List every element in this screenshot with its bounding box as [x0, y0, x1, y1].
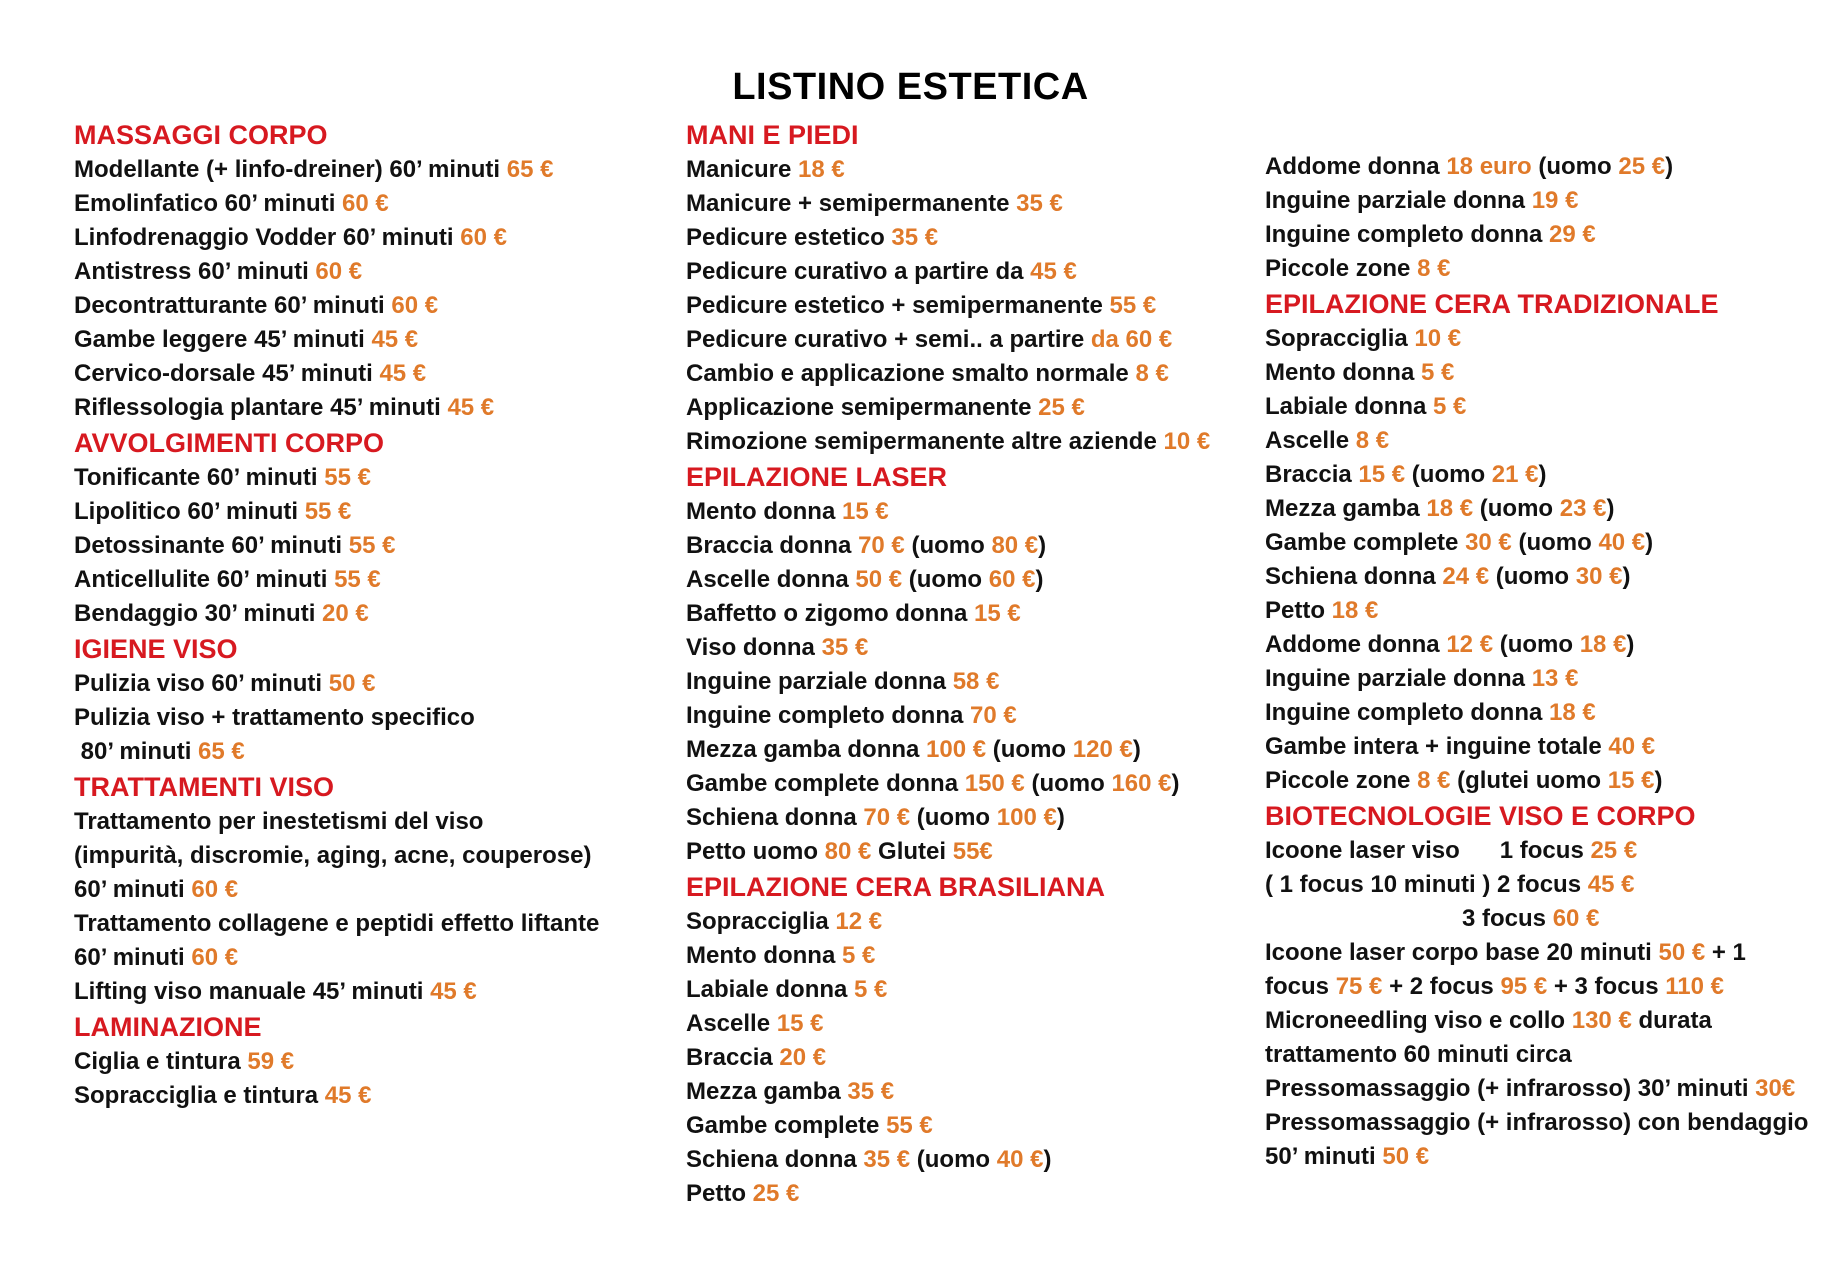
section-heading: LAMINAZIONE — [74, 1012, 262, 1042]
item-text: Petto — [1265, 597, 1332, 624]
item-text: Mento donna — [1265, 359, 1421, 386]
price-list-item — [686, 1075, 1246, 1109]
price-value: 30€ — [1755, 1075, 1796, 1102]
section-heading: AVVOLGIMENTI CORPO — [74, 428, 385, 458]
price-value: 12 € — [835, 908, 883, 935]
item-text: (impurità, discromie, aging, acne, couperose) — [74, 842, 592, 869]
price-list-item — [686, 1041, 1246, 1075]
item-text: Decontratturante 60’ minuti — [74, 292, 392, 319]
price-list-item — [74, 323, 634, 357]
item-text: Mezza gamba — [686, 1078, 848, 1105]
price-list-item — [74, 839, 634, 873]
price-list-item — [1265, 936, 1810, 970]
item-text: Schiena donna — [1265, 563, 1443, 590]
item-text: Pulizia viso 60’ minuti — [74, 670, 329, 697]
item-text: Icoone laser corpo base 20 minuti — [1265, 939, 1659, 966]
section-heading: BIOTECNOLOGIE VISO E CORPO — [1265, 801, 1696, 831]
price-value: 60 € — [191, 944, 239, 971]
item-text: ) — [1654, 767, 1663, 794]
price-list-item — [1265, 730, 1810, 764]
item-text: Inguine parziale donna — [1265, 665, 1532, 692]
price-value: 35 € — [863, 1146, 911, 1173]
price-value: 60 € — [1552, 905, 1600, 932]
price-value: 45 € — [379, 360, 427, 387]
price-value: 50 € — [1382, 1143, 1430, 1170]
price-value: 25 € — [752, 1180, 800, 1207]
item-text: 50’ minuti — [1265, 1143, 1383, 1170]
price-list-item — [74, 529, 634, 563]
price-list-item — [686, 801, 1246, 835]
price-list-item — [1265, 458, 1810, 492]
price-list-item — [74, 289, 634, 323]
item-text: Gambe complete — [1265, 529, 1466, 556]
price-list-item — [74, 1045, 634, 1079]
price-list-item — [74, 357, 634, 391]
price-list-item — [686, 357, 1246, 391]
price-value: 60 € — [191, 876, 239, 903]
price-value: 25 € — [1038, 394, 1085, 421]
price-list-item — [74, 701, 634, 735]
price-list-item — [686, 323, 1246, 357]
item-text: ) — [1056, 804, 1065, 831]
price-list-item — [686, 563, 1246, 597]
price-list-item — [74, 255, 634, 289]
price-value: 59 € — [247, 1048, 295, 1075]
item-text: (uomo — [1489, 563, 1576, 590]
price-value: 40 € — [1608, 733, 1656, 760]
price-value: 19 € — [1531, 187, 1579, 214]
price-list-item — [686, 1143, 1246, 1177]
column-spacer — [1265, 117, 1810, 150]
item-text: (uomo — [1405, 461, 1492, 488]
price-value: 55 € — [304, 498, 352, 525]
price-list-item — [686, 221, 1246, 255]
item-text: Glutei — [871, 838, 953, 865]
item-text: Petto uomo — [686, 838, 825, 865]
price-list-item — [74, 597, 634, 631]
price-value: 50 € — [328, 670, 376, 697]
item-text: Tonificante 60’ minuti — [74, 464, 325, 491]
item-text: Braccia — [1265, 461, 1359, 488]
price-list-item — [686, 289, 1246, 323]
price-list-item — [686, 425, 1246, 459]
item-text: Emolinfatico 60’ minuti — [74, 190, 343, 217]
item-text: Icoone laser viso 1 focus — [1265, 837, 1591, 864]
price-value: 65 € — [506, 156, 554, 183]
item-text: Ascelle donna — [686, 566, 856, 593]
item-text: ) — [1665, 153, 1674, 180]
price-value: da 60 € — [1090, 326, 1173, 353]
price-list-item — [686, 699, 1246, 733]
price-list-item — [74, 907, 634, 941]
price-value: 15 € — [776, 1010, 824, 1037]
price-value: 58 € — [952, 668, 1000, 695]
item-text: Gambe complete donna — [686, 770, 965, 797]
price-value: 55 € — [348, 532, 396, 559]
item-text: Labiale donna — [686, 976, 855, 1003]
item-text: Braccia donna — [686, 532, 859, 559]
price-list-item — [1265, 764, 1810, 798]
price-value: 29 € — [1549, 221, 1596, 248]
item-text: Pedicure estetico — [686, 224, 892, 251]
item-text: Inguine completo donna — [686, 702, 970, 729]
item-text: Viso donna — [686, 634, 822, 661]
price-value: 80 € — [991, 532, 1039, 559]
price-list-item — [74, 221, 634, 255]
price-list-item — [686, 767, 1246, 801]
price-value: 35 € — [821, 634, 869, 661]
price-value: 40 € — [996, 1146, 1044, 1173]
price-value: 45 € — [324, 1082, 372, 1109]
item-text: Riflessologia plantare 45’ minuti — [74, 394, 448, 421]
price-list-item — [1265, 628, 1810, 662]
price-value: 45 € — [430, 978, 477, 1005]
price-value: 30 € — [1575, 563, 1623, 590]
price-value: 35 € — [1016, 190, 1063, 217]
price-value: 70 € — [970, 702, 1017, 729]
item-text: Inguine completo donna — [1265, 221, 1549, 248]
price-value: 15 € — [841, 498, 889, 525]
item-text: Ascelle — [686, 1010, 777, 1037]
price-value: 60 € — [315, 258, 363, 285]
item-text: Piccole zone — [1265, 255, 1418, 282]
item-text: Sopracciglia e tintura — [74, 1082, 325, 1109]
item-text: Braccia — [686, 1044, 780, 1071]
price-list-item — [686, 1109, 1246, 1143]
price-value: 55 € — [334, 566, 381, 593]
price-list-item — [686, 835, 1246, 869]
item-text: 60’ minuti — [74, 944, 192, 971]
price-value: 10 € — [1414, 325, 1462, 352]
price-list-item — [686, 1177, 1246, 1211]
price-list-item — [1265, 1106, 1810, 1140]
item-text: Modellante (+ linfo-dreiner) 60’ minuti — [74, 156, 507, 183]
price-value: 8 € — [1355, 427, 1390, 454]
price-value: 70 € — [858, 532, 905, 559]
item-text: ) — [1538, 461, 1547, 488]
price-value: 25 € — [1590, 837, 1638, 864]
price-list-item — [686, 153, 1246, 187]
price-value: 65 € — [198, 738, 245, 765]
price-value: 18 euro — [1446, 153, 1532, 180]
item-text: Ascelle — [1265, 427, 1356, 454]
price-value: 100 € — [926, 736, 987, 763]
item-text: Sopracciglia — [686, 908, 836, 935]
item-text: ) — [1043, 1146, 1052, 1173]
item-text: Manicure + semipermanente — [686, 190, 1017, 217]
price-value: 35 € — [891, 224, 939, 251]
item-text: (glutei uomo — [1450, 767, 1608, 794]
price-value: 35 € — [847, 1078, 895, 1105]
item-text: Ciglia e tintura — [74, 1048, 248, 1075]
item-text: Gambe intera + inguine totale — [1265, 733, 1609, 760]
price-list-item — [74, 187, 634, 221]
item-text: trattamento 60 minuti circa — [1265, 1041, 1572, 1068]
item-text: focus — [1265, 973, 1336, 1000]
item-text: ( 1 focus 10 minuti ) 2 focus — [1265, 871, 1588, 898]
price-value: 55€ — [952, 838, 993, 865]
item-text: Bendaggio 30’ minuti — [74, 600, 323, 627]
price-list-item — [1265, 902, 1810, 936]
item-text: + 2 focus — [1382, 973, 1501, 1000]
price-value: 5 € — [854, 976, 888, 1003]
item-text: Labiale donna — [1265, 393, 1434, 420]
item-text: ) — [1035, 566, 1044, 593]
price-value: 120 € — [1072, 736, 1133, 763]
item-text: Inguine completo donna — [1265, 699, 1549, 726]
item-text: Addome donna — [1265, 631, 1447, 658]
price-list-item — [1265, 594, 1810, 628]
price-value: 15 € — [973, 600, 1021, 627]
item-text: (uomo — [1493, 631, 1580, 658]
price-list-item — [1265, 184, 1810, 218]
price-list-item — [686, 665, 1246, 699]
price-value: 130 € — [1571, 1007, 1632, 1034]
price-value: 40 € — [1598, 529, 1646, 556]
section-heading: MASSAGGI CORPO — [74, 120, 328, 150]
price-list-item — [1265, 1004, 1810, 1038]
price-list-item — [1265, 492, 1810, 526]
price-value: 20 € — [779, 1044, 827, 1071]
price-value: 18 € — [1426, 495, 1474, 522]
item-text: Petto — [686, 1180, 753, 1207]
price-list-item — [686, 495, 1246, 529]
item-text: (uomo — [904, 532, 992, 559]
item-text: Microneedling viso e collo — [1265, 1007, 1572, 1034]
price-value: 30 € — [1465, 529, 1512, 556]
price-value: 50 € — [1658, 939, 1706, 966]
price-value: 60 € — [391, 292, 439, 319]
price-list-item — [1265, 560, 1810, 594]
price-list-item — [686, 905, 1246, 939]
price-list-item — [1265, 424, 1810, 458]
price-list-item — [686, 973, 1246, 1007]
price-list-item — [74, 667, 634, 701]
price-column-1 — [74, 117, 634, 1113]
item-text: Pedicure curativo a partire da — [686, 258, 1031, 285]
item-text: (uomo — [902, 566, 989, 593]
price-list-item — [1265, 1072, 1810, 1106]
price-list-item — [686, 529, 1246, 563]
price-list-item — [74, 391, 634, 425]
price-value: 95 € — [1500, 973, 1548, 1000]
item-text: Mezza gamba donna — [686, 736, 927, 763]
price-value: 5 € — [1420, 359, 1455, 386]
price-list-item — [1265, 662, 1810, 696]
price-list-item — [74, 873, 634, 907]
price-value: 15 € — [1607, 767, 1655, 794]
item-text: Trattamento collagene e peptidi effetto liftante — [74, 910, 600, 937]
price-value: 8 € — [1135, 360, 1169, 387]
item-text: (uomo — [1531, 153, 1619, 180]
price-list-item — [686, 187, 1246, 221]
item-text: (uomo — [1473, 495, 1560, 522]
price-list-item — [1265, 390, 1810, 424]
price-list-item — [1265, 526, 1810, 560]
price-value: 23 € — [1559, 495, 1607, 522]
price-list-item — [686, 733, 1246, 767]
item-text: Mezza gamba — [1265, 495, 1427, 522]
item-text: Addome donna — [1265, 153, 1447, 180]
price-list-item — [74, 495, 634, 529]
price-value: 60 € — [342, 190, 389, 217]
price-value: 18 € — [1579, 631, 1627, 658]
item-text: Mento donna — [686, 942, 842, 969]
section-heading: IGIENE VISO — [74, 634, 238, 664]
item-text: (uomo — [1511, 529, 1599, 556]
price-list-item — [74, 1079, 634, 1113]
item-text: 3 focus — [1462, 905, 1553, 932]
price-value: 110 € — [1665, 973, 1724, 1000]
item-text: ) — [1038, 532, 1047, 559]
price-list-item — [1265, 322, 1810, 356]
price-value: 60 € — [460, 224, 507, 251]
price-list-item — [1265, 150, 1810, 184]
price-list-item — [1265, 356, 1810, 390]
item-text: Schiena donna — [686, 804, 864, 831]
price-value: 15 € — [1358, 461, 1406, 488]
price-value: 5 € — [841, 942, 876, 969]
price-value: 150 € — [964, 770, 1025, 797]
item-text: Mento donna — [686, 498, 842, 525]
item-text: + 3 focus — [1547, 973, 1666, 1000]
price-list-item — [1265, 1038, 1810, 1072]
item-text: 80’ minuti — [74, 738, 199, 765]
price-column-2 — [686, 117, 1246, 1211]
price-value: 55 € — [1109, 292, 1157, 319]
price-value: 80 € — [824, 838, 872, 865]
price-value: 18 € — [1549, 699, 1596, 726]
price-list-item — [1265, 218, 1810, 252]
item-text: Trattamento per inestetismi del viso — [74, 808, 484, 835]
price-value: 100 € — [996, 804, 1057, 831]
item-text: Lipolitico 60’ minuti — [74, 498, 305, 525]
price-list-item — [686, 597, 1246, 631]
price-value: 75 € — [1335, 973, 1383, 1000]
price-value: 50 € — [855, 566, 903, 593]
section-heading: EPILAZIONE CERA TRADIZIONALE — [1265, 289, 1719, 319]
price-value: 24 € — [1442, 563, 1490, 590]
item-text: Sopracciglia — [1265, 325, 1415, 352]
item-text: Cervico-dorsale 45’ minuti — [74, 360, 380, 387]
price-value: 13 € — [1531, 665, 1579, 692]
price-value: 45 € — [371, 326, 419, 353]
price-value: 55 € — [886, 1112, 933, 1139]
item-text: Applicazione semipermanente — [686, 394, 1039, 421]
price-list-item — [1265, 252, 1810, 286]
item-text: Inguine parziale donna — [1265, 187, 1532, 214]
item-text: ) — [1626, 631, 1635, 658]
price-value: 10 € — [1163, 428, 1211, 455]
price-list-item — [686, 391, 1246, 425]
price-value: 45 € — [1030, 258, 1077, 285]
price-value: 20 € — [322, 600, 369, 627]
price-column-3 — [1265, 117, 1810, 1174]
item-text: Pedicure curativo + semi.. a partire — [686, 326, 1091, 353]
item-text: Inguine parziale donna — [686, 668, 953, 695]
price-list-item — [74, 805, 634, 839]
item-text: 60’ minuti — [74, 876, 192, 903]
price-list-item — [686, 939, 1246, 973]
item-text: (uomo — [910, 1146, 997, 1173]
item-text: Pressomassaggio (+ infrarosso) con bendaggio — [1265, 1109, 1809, 1136]
page-title: LISTINO ESTETICA — [732, 66, 1089, 108]
item-text: Anticellulite 60’ minuti — [74, 566, 335, 593]
price-list-item — [74, 975, 634, 1009]
item-text: ) — [1132, 736, 1141, 763]
item-text: ) — [1606, 495, 1615, 522]
item-text: ) — [1171, 770, 1180, 797]
item-text: Baffetto o zigomo donna — [686, 600, 974, 627]
price-value: 5 € — [1433, 393, 1467, 420]
item-text: Manicure — [686, 156, 799, 183]
price-value: 45 € — [447, 394, 495, 421]
item-text: Schiena donna — [686, 1146, 864, 1173]
section-heading: TRATTAMENTI VISO — [74, 772, 334, 802]
price-list-item — [74, 563, 634, 597]
price-value: 18 € — [798, 156, 845, 183]
price-value: 70 € — [863, 804, 911, 831]
item-text: Pedicure estetico + semipermanente — [686, 292, 1110, 319]
item-text: Cambio e applicazione smalto normale — [686, 360, 1136, 387]
item-text: ) — [1645, 529, 1654, 556]
item-text: (uomo — [1024, 770, 1112, 797]
item-text: Gambe complete — [686, 1112, 887, 1139]
price-list-item — [74, 153, 634, 187]
item-text: Detossinante 60’ minuti — [74, 532, 349, 559]
item-text: (uomo — [910, 804, 997, 831]
price-list-item — [74, 941, 634, 975]
item-text: durata — [1631, 1007, 1712, 1034]
price-value: 18 € — [1331, 597, 1379, 624]
price-list-item — [686, 631, 1246, 665]
price-list-item — [686, 255, 1246, 289]
item-text: ) — [1622, 563, 1631, 590]
price-value: 55 € — [324, 464, 371, 491]
item-text: Lifting viso manuale 45’ minuti — [74, 978, 431, 1005]
price-list-item — [686, 1007, 1246, 1041]
price-list-item — [74, 735, 634, 769]
section-heading: EPILAZIONE LASER — [686, 462, 948, 492]
item-text: Pulizia viso + trattamento specifico — [74, 704, 475, 731]
price-value: 8 € — [1417, 255, 1451, 282]
item-text: Gambe leggere 45’ minuti — [74, 326, 372, 353]
price-value: 12 € — [1446, 631, 1494, 658]
item-text: Piccole zone — [1265, 767, 1418, 794]
item-text: Antistress 60’ minuti — [74, 258, 316, 285]
item-text: (uomo — [986, 736, 1073, 763]
price-list-item — [1265, 834, 1810, 868]
section-heading: EPILAZIONE CERA BRASILIANA — [686, 872, 1106, 902]
price-list-item — [1265, 868, 1810, 902]
price-value: 25 € — [1618, 153, 1666, 180]
price-value: 21 € — [1491, 461, 1539, 488]
price-value: 60 € — [988, 566, 1036, 593]
item-text: Linfodrenaggio Vodder 60’ minuti — [74, 224, 461, 251]
price-value: 160 € — [1111, 770, 1172, 797]
price-list-item — [1265, 1140, 1810, 1174]
price-list-item — [74, 461, 634, 495]
section-heading: MANI E PIEDI — [686, 120, 859, 150]
price-list-item — [1265, 696, 1810, 730]
price-value: 8 € — [1417, 767, 1451, 794]
price-list-item — [1265, 970, 1810, 1004]
item-text: Pressomassaggio (+ infrarosso) 30’ minuti — [1265, 1075, 1756, 1102]
item-text: + 1 — [1705, 939, 1746, 966]
item-text: Rimozione semipermanente altre aziende — [686, 428, 1164, 455]
price-value: 45 € — [1587, 871, 1635, 898]
